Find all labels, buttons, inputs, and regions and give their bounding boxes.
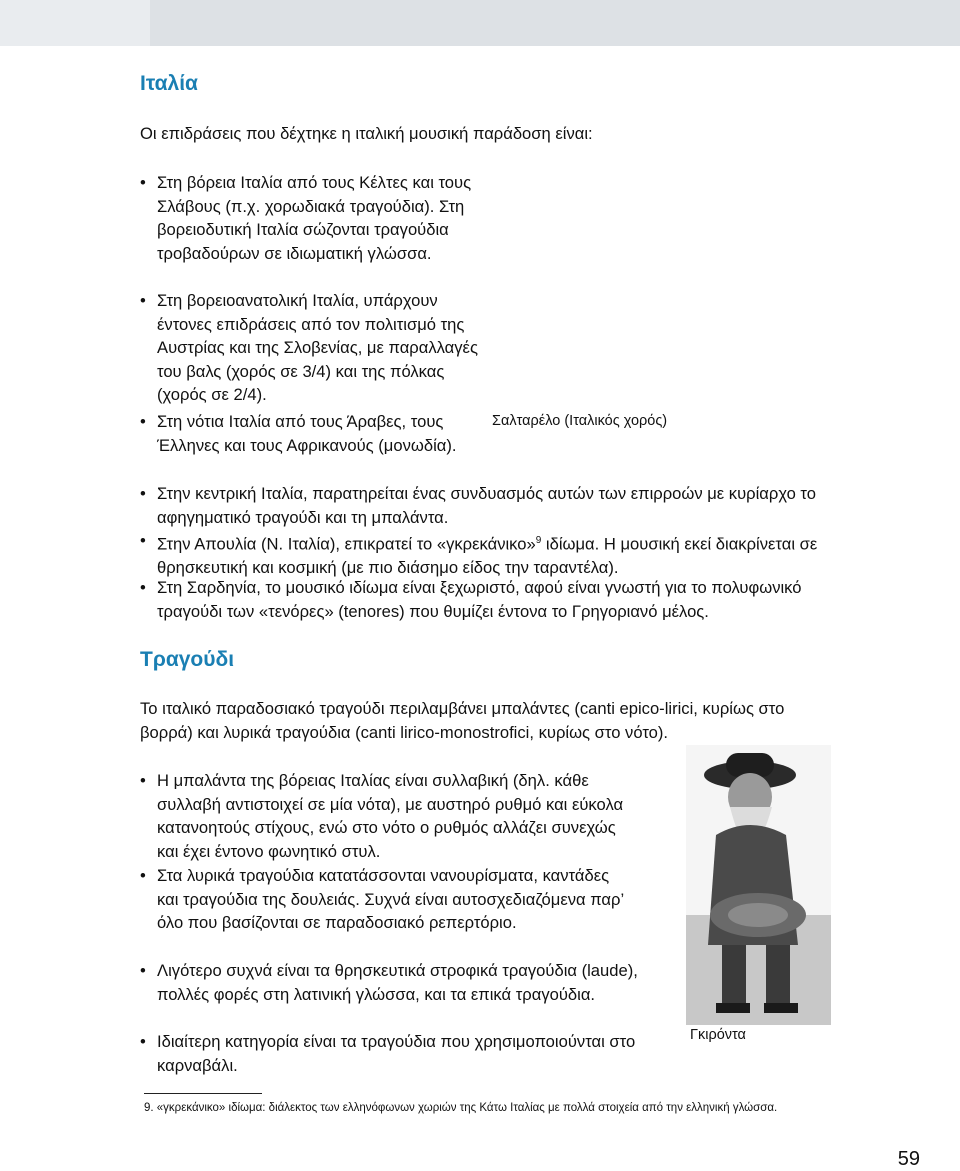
list-item: • Στα λυρικά τραγούδια κατατάσσονται νανουρίσματα, καντάδες και τραγούδια της δουλειάς. Συχνά είναι αυτοσχεδιαζόμενα παρ’ όλο που βασίζονται σε παραδοσιακό ρεπερτόριο. [140,864,627,935]
list-item: • Η μπαλάντα της βόρειας Ιταλίας είναι συλλαβική (δηλ. κάθε συλλαβή αντιστοιχεί σε μία νότα), με αυστηρό ρυθμό και εύκολα κατανοητούς στίχους, ενώ στο νότο ο ρυθμός αλλάζει συνεχώς και έχει έντονο φωνητικό στυλ. [140,769,637,863]
section-title-italy: Ιταλία [140,72,198,95]
dance-caption: Σαλταρέλο (Ιταλικός χορός) [492,413,668,429]
list-item [140,529,847,580]
footnote: 9. «γκρεκάνικο» ιδίωμα: διάλεκτος των ελληνόφωνων χωριών της Κάτω Ιταλίας με πολλά στοιχεία από την ελληνική γλώσσα. [144,1102,778,1114]
list-item: • Ιδιαίτερη κατηγορία είναι τα τραγούδια που χρησιμοποιούνται στο καρναβάλι. [140,1030,687,1077]
apulia-text-start: Στην Απουλία (Ν. Ιταλία), επικρατεί το «γκρεκάνικο» [157,534,536,554]
footnote-ref: 9 [535,535,542,546]
musician-photo [686,745,831,1025]
list-item: • Στην κεντρική Ιταλία, παρατηρείται ένας συνδυασμός αυτών των επιρροών με κυρίαρχο το αφηγηματικό τραγούδι και τη μπαλάντα. [140,482,847,529]
list-item: • Λιγότερο συχνά είναι τα θρησκευτικά στροφικά τραγούδια (laude), πολλές φορές στη λατινική γλώσσα, και τα επικά τραγούδια. [140,959,642,1006]
section-title-song: Τραγούδι [140,648,235,671]
footnote-divider [144,1093,262,1094]
page-number: 59 [897,1148,920,1170]
section1-intro: Οι επιδράσεις που δέχτηκε η ιταλική μουσική παράδοση είναι: [140,124,593,143]
list-item: • Στη βόρεια Ιταλία από τους Κέλτες και τους Σλάβους (π.χ. χορωδιακά τραγούδια). Στη βορειοδυτική Ιταλία σώζονται τραγούδια τροβαδούρων σε ιδιωματική γλώσσα. [140,171,479,265]
section2-intro: Το ιταλικό παραδοσιακό τραγούδι περιλαμβάνει μπαλάντες (canti epico-lirici, κυρίως στο βορρά) και λυρικά τραγούδια (canti lirico-monostrofici, κυρίως στο νότο). [140,699,785,742]
page-header-band [0,0,960,46]
apulia-text-end: ιδίωμα. Η μουσική εκεί διακρίνεται σε θρησκευτική και κοσμική (με πιο διάσημο είδος την ταραντέλα). [157,534,818,578]
photo-caption: Γκιρόντα [690,1027,746,1043]
list-item: • Στη Σαρδηνία, το μουσικό ιδίωμα είναι ξεχωριστό, αφού είναι γνωστή για το πολυφωνικό τραγούδι των «τενόρες» (tenores) που θυμίζει έντονα το Γρηγοριανό μέλος. [140,576,847,623]
list-item: • Στη βορειοανατολική Ιταλία, υπάρχουν έντονες επιδράσεις από τον πολιτισμό της Αυστρίας και της Σλοβενίας, με παραλλαγές του βαλς (χορός σε 3/4) και της πόλκας (χορός σε 2/4). [140,289,479,407]
list-item: • Στη νότια Ιταλία από τους Άραβες, τους Έλληνες και τους Αφρικανούς (μονωδία). [140,410,479,457]
page-header-band-accent [150,0,960,46]
